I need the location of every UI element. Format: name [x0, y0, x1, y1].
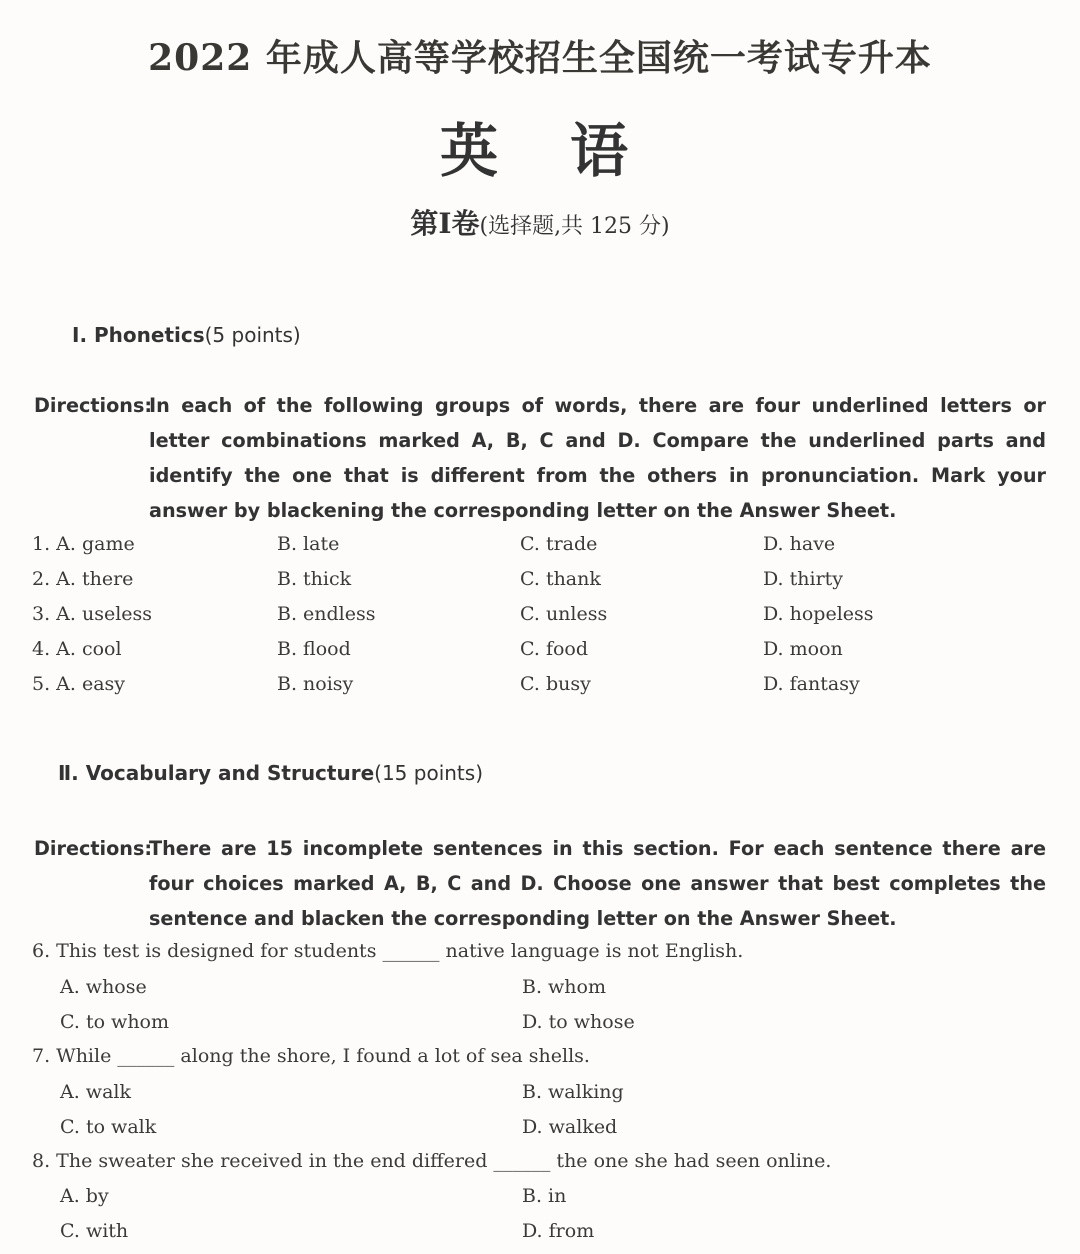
option-d: D. have: [763, 533, 836, 555]
part-label: 第Ⅰ卷: [410, 207, 480, 240]
option-b: B. endless: [277, 603, 376, 625]
question-8-option-c: C. with: [60, 1220, 129, 1242]
option-b: B. flood: [277, 638, 351, 660]
option-c: C. thank: [520, 568, 601, 590]
option-a: 5. A. easy: [32, 673, 126, 695]
option-c: C. food: [520, 638, 589, 660]
option-c: C. unless: [520, 603, 608, 625]
directions-label: Directions:: [34, 394, 153, 417]
section-1-directions: [34, 388, 1046, 528]
option-b: B. noisy: [277, 673, 354, 695]
section-2-directions: [34, 831, 1046, 936]
question-8-option-a: A. by: [60, 1185, 109, 1207]
section-1-points: (5 points): [204, 323, 301, 347]
question-8-option-d: D. from: [522, 1220, 595, 1242]
directions-text: In each of the following groups of words, there are four underlined letters or letter combinations marked A, B, C and D. Compare the underlined parts and identify the one that is different from the others in pronunciation. Mark your answer by blackening the corresponding letter on the Answer Sheet.: [149, 394, 1046, 522]
section-1-heading: Ⅰ. Phonetics: [72, 323, 205, 347]
part-title: [0, 202, 1080, 242]
question-7-option-d: D. walked: [522, 1116, 618, 1138]
section-2-title: [58, 761, 483, 785]
question-6-option-a: A. whose: [60, 976, 147, 998]
option-d: D. thirty: [763, 568, 844, 590]
option-a: 1. A. game: [32, 533, 135, 555]
question-6-option-c: C. to whom: [60, 1011, 170, 1033]
option-a: 4. A. cool: [32, 638, 122, 660]
option-d: D. fantasy: [763, 673, 860, 695]
option-d: D. moon: [763, 638, 843, 660]
option-a: 2. A. there: [32, 568, 134, 590]
option-c: C. trade: [520, 533, 598, 555]
question-8-stem: 8. The sweater she received in the end differed ______ the one she had seen online.: [32, 1150, 832, 1172]
section-2-heading: Ⅱ. Vocabulary and Structure: [58, 761, 375, 785]
directions-label: Directions:: [34, 837, 153, 860]
option-c: C. busy: [520, 673, 591, 695]
option-b: B. late: [277, 533, 340, 555]
subject-title: 英语: [439, 117, 700, 185]
part-note: (选择题,共 125 分): [479, 214, 670, 239]
question-6-stem: 6. This test is designed for students ______ native language is not English.: [32, 940, 744, 962]
section-2-points: (15 points): [374, 761, 483, 785]
question-7-option-c: C. to walk: [60, 1116, 157, 1138]
exam-title: 2022 年成人高等学校招生全国统一考试专升本: [148, 37, 932, 79]
question-7-stem: 7. While ______ along the shore, I found a lot of sea shells.: [32, 1045, 590, 1067]
question-7-option-a: A. walk: [60, 1081, 131, 1103]
option-a: 3. A. useless: [32, 603, 153, 625]
directions-text: There are 15 incomplete sentences in this section. For each sentence there are four choices marked A, B, C and D. Choose one answer that best completes the sentence and blacken the corresponding letter on the Answer Sheet.: [149, 837, 1046, 930]
question-6-option-b: B. whom: [522, 976, 606, 998]
section-1-title: [72, 323, 301, 347]
option-b: B. thick: [277, 568, 352, 590]
question-6-option-d: D. to whose: [522, 1011, 635, 1033]
option-d: D. hopeless: [763, 603, 874, 625]
question-8-option-b: B. in: [522, 1185, 567, 1207]
question-7-option-b: B. walking: [522, 1081, 624, 1103]
